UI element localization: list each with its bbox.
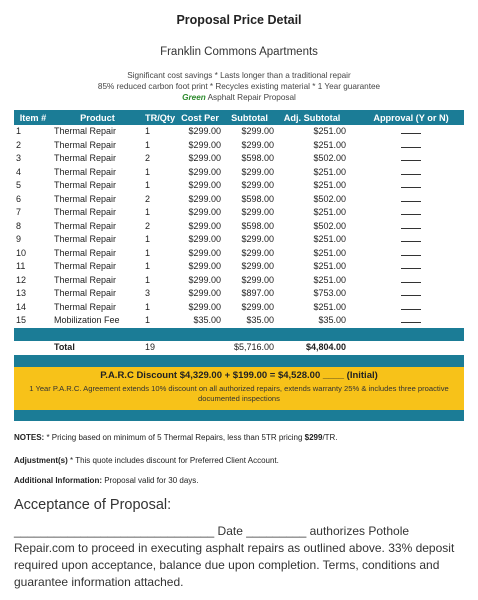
row-tr-qty: 1 [144, 166, 150, 177]
header-item: Item # [14, 110, 52, 125]
row-tr-qty: 2 [144, 193, 150, 204]
row-product: Thermal Repair [53, 193, 117, 204]
row-adj-subtotal: $753.00 [313, 288, 347, 298]
row-subtotal: $299.00 [241, 261, 275, 271]
row-product: Thermal Repair [53, 207, 117, 217]
row-product: Thermal Repair [53, 301, 117, 312]
row-adj-subtotal: $502.00 [313, 220, 347, 231]
table-row [14, 206, 464, 220]
row-tr-qty: 2 [144, 220, 150, 231]
row-subtotal: $299.00 [241, 166, 275, 177]
row-item-number: 2 [16, 139, 22, 150]
row-tr-qty: 1 [144, 207, 150, 217]
row-item-number: 11 [16, 261, 26, 271]
row-cost-per: $299.00 [188, 180, 222, 190]
header-product: Product [52, 110, 143, 125]
row-cost-per: $299.00 [188, 153, 222, 163]
row-item-number: 3 [16, 153, 22, 163]
table-header-row [14, 110, 464, 125]
total-adj-subtotal: $4,804.00 [305, 342, 347, 352]
table-body [14, 125, 464, 328]
row-subtotal: $598.00 [241, 193, 275, 204]
table-row [14, 314, 464, 328]
parc-discount-text: P.A.R.C Discount $4,329.00 + $199.00 = $4,528.00 ____ (Initial) [100, 370, 378, 381]
approval-blank-line [401, 179, 421, 188]
row-product: Thermal Repair [53, 234, 117, 244]
row-subtotal: $299.00 [241, 207, 275, 217]
row-cost-per: $299.00 [188, 274, 222, 285]
row-item-number: 10 [16, 247, 27, 258]
row-item-number: 15 [16, 315, 27, 325]
row-product: Thermal Repair [53, 180, 117, 190]
notes-price: $299 [304, 433, 323, 442]
parc-discount-box [14, 367, 464, 410]
row-item-number: 6 [16, 193, 22, 204]
approval-blank-line [401, 314, 421, 323]
adjustment-line [14, 456, 464, 465]
row-adj-subtotal: $251.00 [313, 274, 347, 285]
row-adj-subtotal: $35.00 [318, 315, 347, 325]
total-row [14, 341, 464, 355]
parc-bottom-bar [14, 410, 464, 421]
row-tr-qty: 3 [144, 288, 150, 298]
row-product: Thermal Repair [53, 261, 117, 271]
row-subtotal: $598.00 [241, 220, 275, 231]
row-adj-subtotal: $251.00 [313, 139, 347, 150]
approval-blank-line [401, 233, 421, 242]
approval-blank-line [401, 260, 421, 269]
row-approval-field[interactable] [358, 125, 464, 139]
row-cost-per: $299.00 [188, 261, 222, 271]
row-subtotal: $299.00 [241, 180, 275, 190]
approval-blank-line [401, 152, 421, 161]
table-row [14, 139, 464, 153]
adjustment-text: * This quote includes discount for Preferred Client Account. [67, 456, 279, 465]
approval-blank-line [401, 139, 421, 148]
row-subtotal: $299.00 [241, 139, 275, 150]
row-approval-field[interactable] [358, 220, 464, 234]
row-cost-per: $299.00 [188, 247, 222, 258]
row-item-number: 7 [16, 207, 22, 217]
row-approval-field[interactable] [358, 193, 464, 207]
row-approval-field[interactable] [358, 287, 464, 301]
header-subtotal: Subtotal [223, 110, 276, 125]
table-row [14, 166, 464, 180]
row-product: Thermal Repair [53, 220, 117, 231]
row-adj-subtotal: $251.00 [313, 207, 347, 217]
row-cost-per: $299.00 [188, 193, 222, 204]
parc-agreement-note: 1 Year P.A.R.C. Agreement extends 10% discount on all authorized repairs, extends warranty 25% & includes three proactive documented inspections [29, 384, 449, 403]
row-tr-qty: 1 [144, 315, 150, 325]
adjustment-label: Adjustment(s) [14, 456, 68, 465]
table-row [14, 301, 464, 315]
row-approval-field[interactable] [358, 152, 464, 166]
row-adj-subtotal: $251.00 [313, 247, 347, 258]
row-product: Thermal Repair [53, 166, 117, 177]
approval-blank-line [401, 274, 421, 283]
table-row [14, 125, 464, 139]
approval-blank-line [401, 125, 421, 134]
row-item-number: 9 [16, 234, 22, 244]
row-adj-subtotal: $251.00 [313, 234, 347, 244]
header-tr-qty: TR/Qty [143, 110, 177, 125]
row-adj-subtotal: $502.00 [313, 153, 347, 163]
header-cost-per: Cost Per [177, 110, 223, 125]
row-approval-field[interactable] [358, 166, 464, 180]
approval-blank-line [401, 166, 421, 175]
row-tr-qty: 1 [144, 274, 150, 285]
table-row [14, 193, 464, 207]
header-approval: Approval (Y or N) [358, 110, 464, 125]
row-cost-per: $299.00 [188, 234, 222, 244]
row-tr-qty: 1 [144, 301, 150, 312]
row-cost-per: $299.00 [188, 301, 222, 312]
row-cost-per: $299.00 [188, 288, 222, 298]
total-label: Total [53, 342, 75, 352]
row-subtotal: $598.00 [241, 153, 275, 163]
row-tr-qty: 1 [144, 126, 150, 136]
additional-info-line [14, 476, 464, 485]
row-item-number: 14 [16, 301, 27, 312]
row-subtotal: $299.00 [241, 126, 275, 136]
row-item-number: 12 [16, 274, 27, 285]
row-adj-subtotal: $502.00 [313, 193, 347, 204]
row-product: Thermal Repair [53, 153, 117, 163]
property-name: Franklin Commons Apartments [160, 46, 318, 58]
row-approval-field[interactable] [358, 247, 464, 261]
acceptance-title: Acceptance of Proposal: [14, 497, 172, 513]
tagline-environment: 85% reduced carbon foot print * Recycles existing material * 1 Year guarantee [97, 82, 381, 91]
row-approval-field[interactable] [358, 179, 464, 193]
page-title: Proposal Price Detail [176, 13, 302, 27]
table-row [14, 152, 464, 166]
green-label: Green [182, 93, 206, 102]
approval-blank-line [401, 247, 421, 256]
row-subtotal: $299.00 [241, 274, 275, 285]
proposal-type-label: Asphalt Repair Proposal [205, 93, 296, 102]
row-item-number: 8 [16, 220, 22, 231]
approval-blank-line [401, 287, 421, 296]
row-subtotal: $35.00 [246, 315, 275, 325]
row-cost-per: $299.00 [188, 126, 222, 136]
row-product: Mobilization Fee [53, 315, 120, 325]
table-row [14, 260, 464, 274]
row-adj-subtotal: $251.00 [313, 301, 347, 312]
additional-text: Proposal valid for 30 days. [102, 476, 199, 485]
row-approval-field[interactable] [358, 139, 464, 153]
row-approval-field[interactable] [358, 206, 464, 220]
total-tr-qty: 19 [144, 342, 155, 352]
row-item-number: 1 [16, 126, 22, 136]
row-tr-qty: 2 [144, 153, 150, 163]
row-cost-per: $299.00 [188, 207, 222, 217]
additional-label: Additional Information: [14, 476, 102, 485]
row-subtotal: $299.00 [241, 247, 275, 258]
row-item-number: 5 [16, 180, 22, 190]
row-cost-per: $299.00 [188, 166, 222, 177]
table-row [14, 179, 464, 193]
row-adj-subtotal: $251.00 [313, 261, 347, 271]
approval-blank-line [401, 193, 421, 202]
row-cost-per: $299.00 [188, 139, 222, 150]
row-tr-qty: 1 [144, 139, 150, 150]
tagline-benefits: Significant cost savings * Lasts longer than a traditional repair [127, 71, 351, 80]
table-divider-bottom [14, 355, 464, 369]
tagline-proposal-type [0, 93, 478, 102]
table-row [14, 220, 464, 234]
row-subtotal: $299.00 [241, 301, 275, 312]
row-subtotal: $299.00 [241, 234, 275, 244]
row-adj-subtotal: $251.00 [313, 166, 347, 177]
approval-blank-line [401, 220, 421, 229]
total-subtotal: $5,716.00 [234, 342, 275, 352]
row-item-number: 13 [16, 288, 27, 298]
row-tr-qty: 1 [144, 234, 150, 244]
row-tr-qty: 1 [144, 180, 150, 190]
acceptance-body: ______________________________ Date _________ authorizes Pothole Repair.com to proceed in executing asphalt repairs as outlined above. 33% deposit required upon acceptance, balance due upon completion. Terms, conditions and guarantee information attached. [14, 524, 455, 589]
row-product: Thermal Repair [53, 247, 117, 258]
row-product: Thermal Repair [53, 288, 117, 298]
notes-line [14, 433, 464, 442]
row-approval-field[interactable] [358, 233, 464, 247]
row-item-number: 4 [16, 166, 22, 177]
row-adj-subtotal: $251.00 [313, 126, 347, 136]
row-cost-per: $299.00 [188, 220, 222, 231]
row-product: Thermal Repair [53, 139, 117, 150]
row-approval-field[interactable] [358, 314, 464, 328]
row-subtotal: $897.00 [241, 288, 275, 298]
notes-label: NOTES: [14, 433, 45, 442]
table-row [14, 287, 464, 301]
row-tr-qty: 1 [144, 247, 150, 258]
row-approval-field[interactable] [358, 301, 464, 315]
table-divider [14, 328, 464, 342]
header-adj-subtotal: Adj. Subtotal [276, 110, 358, 125]
row-approval-field[interactable] [358, 260, 464, 274]
row-adj-subtotal: $251.00 [313, 180, 347, 190]
approval-blank-line [401, 206, 421, 215]
row-product: Thermal Repair [53, 274, 117, 285]
approval-blank-line [401, 301, 421, 310]
row-cost-per: $35.00 [193, 315, 222, 325]
price-table [14, 110, 464, 368]
row-product: Thermal Repair [53, 126, 117, 136]
row-tr-qty: 1 [144, 261, 150, 271]
row-approval-field[interactable] [358, 274, 464, 288]
notes-suffix: /TR. [322, 433, 338, 442]
notes-text: * Pricing based on minimum of 5 Thermal Repairs, less than 5TR pricing [44, 433, 305, 442]
table-row [14, 247, 464, 261]
table-row [14, 233, 464, 247]
table-row [14, 274, 464, 288]
